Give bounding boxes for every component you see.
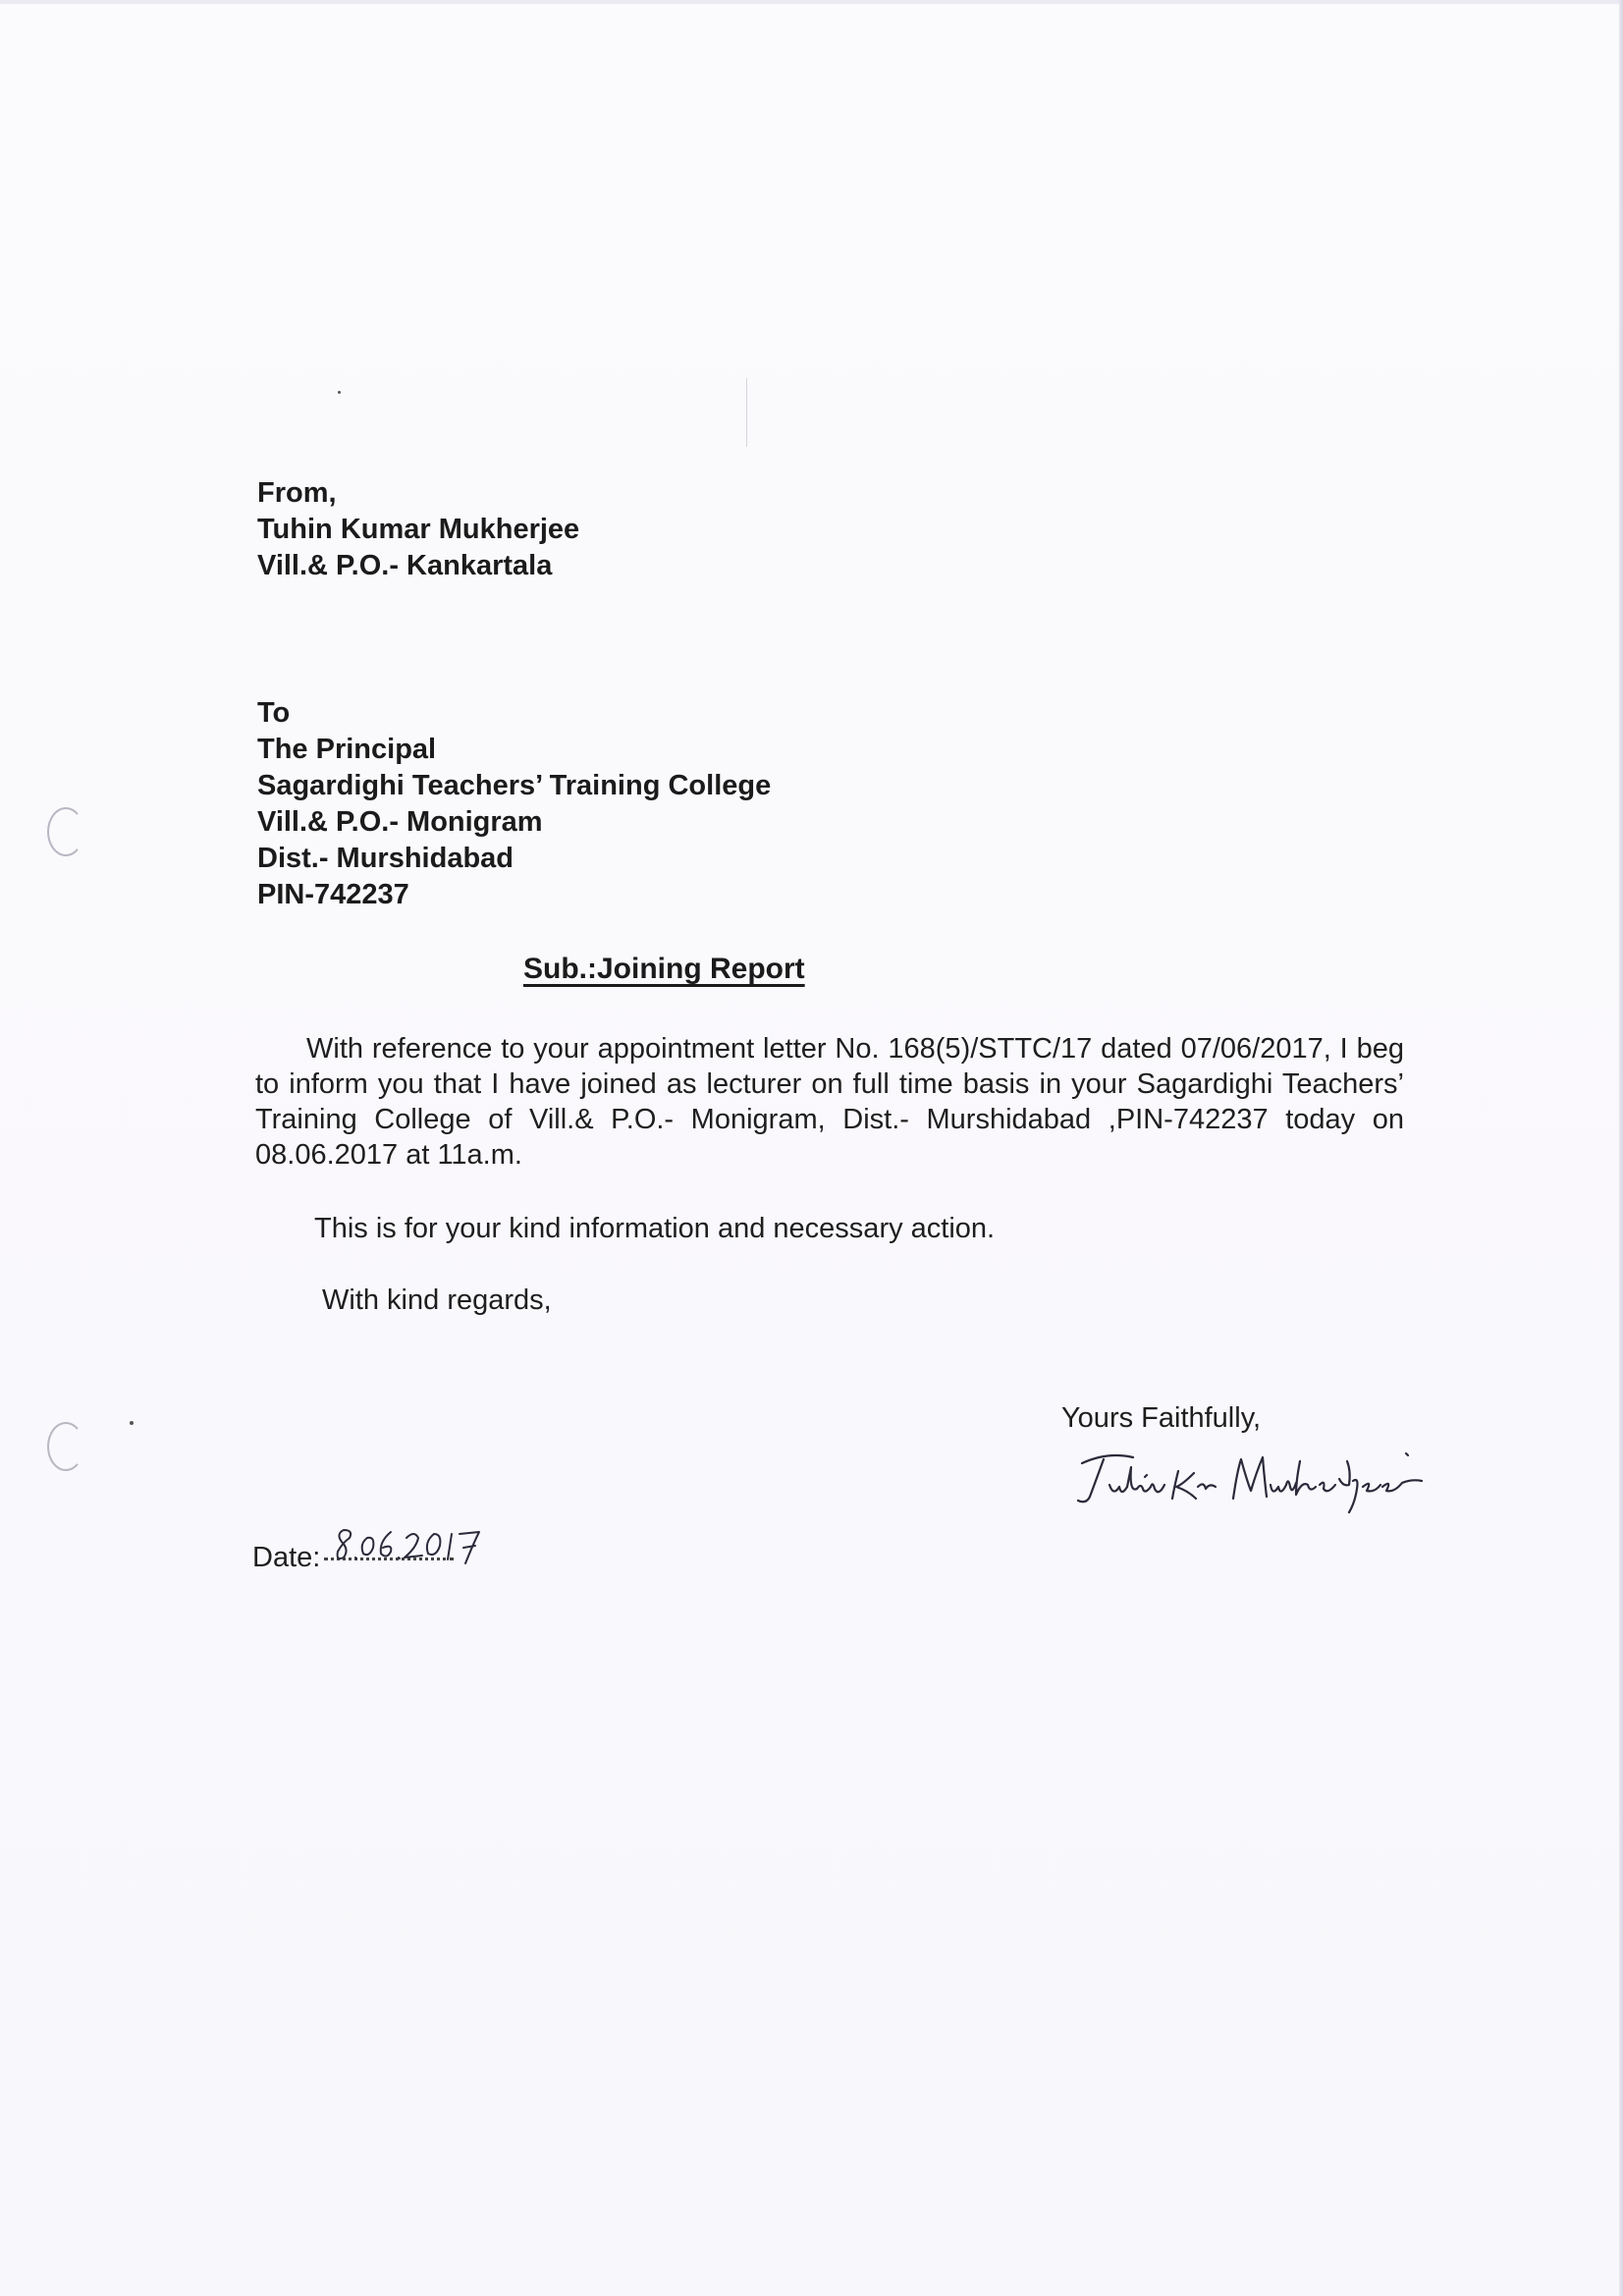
handwritten-signature bbox=[1068, 1442, 1456, 1520]
recipient-pin: PIN-742237 bbox=[257, 879, 409, 910]
recipient-title: The Principal bbox=[257, 734, 437, 765]
scan-speck bbox=[338, 391, 341, 394]
from-label: From, bbox=[257, 477, 337, 509]
handwritten-date bbox=[332, 1520, 499, 1569]
sender-name: Tuhin Kumar Mukherjee bbox=[257, 514, 580, 545]
body-paragraph: With reference to your appointment letter No. 168(5)/STTC/17 dated 07/06/2017, I beg to inform you that I have joined as lecturer on full time basis in your Sagardighi Teachers’ Training College of Vill.& P.O.- Monigram, Dist.- Murshidabad ,PIN-742237 today on 08.06.2017 at 11a.m. bbox=[255, 1033, 1404, 1171]
recipient-institution: Sagardighi Teachers’ Training College bbox=[257, 770, 772, 801]
subject-line: Sub.:Joining Report bbox=[523, 953, 805, 985]
recipient-district: Dist.- Murshidabad bbox=[257, 843, 514, 874]
sender-address-block bbox=[257, 475, 579, 584]
fold-mark bbox=[746, 378, 747, 447]
recipient-address-block bbox=[257, 695, 771, 913]
sender-address: Vill.& P.O.- Kankartala bbox=[257, 550, 553, 581]
scan-edge-top bbox=[0, 0, 1623, 4]
information-line: This is for your kind information and necessary action. bbox=[314, 1213, 996, 1244]
regards-line: With kind regards, bbox=[322, 1285, 552, 1316]
punch-hole-lower bbox=[47, 1422, 84, 1471]
date-label: Date: bbox=[252, 1542, 321, 1573]
scan-edge-right bbox=[1619, 0, 1623, 2296]
scan-speck bbox=[130, 1421, 134, 1425]
closing-salutation: Yours Faithfully, bbox=[1061, 1402, 1262, 1434]
recipient-village: Vill.& P.O.- Monigram bbox=[257, 806, 543, 838]
punch-hole-upper bbox=[47, 807, 84, 856]
to-label: To bbox=[257, 697, 291, 729]
